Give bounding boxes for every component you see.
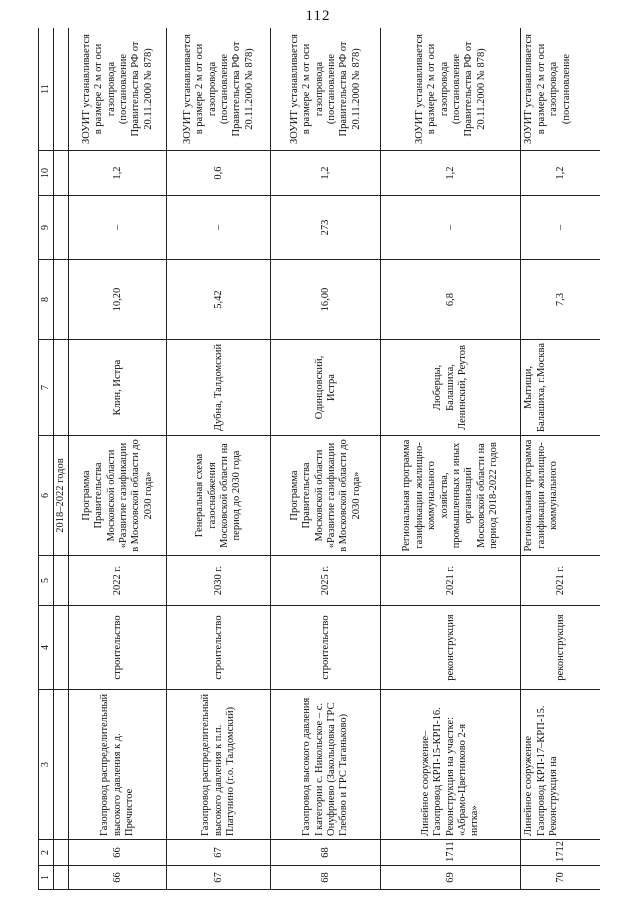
cell-pressure: 1,2 <box>521 151 600 196</box>
continuation-text: 2018–2022 годов <box>54 436 69 556</box>
cell-object-number: 67 <box>167 840 271 866</box>
cell-year: 2030 г. <box>167 556 271 606</box>
cell-length: 10,20 <box>69 260 167 340</box>
cell-row-number: 70 <box>521 866 600 890</box>
cell-pressure: 1,2 <box>381 151 521 196</box>
cell-work-type: строительство <box>167 606 271 690</box>
column-number-row <box>39 28 54 890</box>
cell-object-name: Линейное сооружение–Газопровод КРП-15-КРП-16. Реконструкция на участке: «Абрамо-Цветниково 2-я нитка» <box>381 690 521 840</box>
cell-object-number: 68 <box>271 840 381 866</box>
cell-pressure: 1,2 <box>271 151 381 196</box>
cell-zone: ЗОУИТ устанавливается в размере 2 м от оси газопровода (постановление Правительства РФ от 20.11.2000 № 878) <box>381 28 521 151</box>
cell-object-name: Газопровод высокого давления I категории с. Никольское – с. Онуфриево (Закольцовка ГРС Глебово и ГРС Таганьково) <box>271 690 381 840</box>
cell-length: 16,00 <box>271 260 381 340</box>
column-number: 7 <box>39 340 54 436</box>
cell-row-number: 68 <box>271 866 381 890</box>
cell-object-name: Газопровод распределительный высокого давления к п.п. Платунино (г.о. Талдомский) <box>167 690 271 840</box>
cell-length: 7,3 <box>521 260 600 340</box>
cell-work-type: реконструкция <box>521 606 600 690</box>
cell-object-number: 1712 <box>521 840 600 866</box>
cell-zone: ЗОУИТ устанавливается в размере 2 м от оси газопровода (постановление Правительства РФ от 20.11.2000 № 878) <box>69 28 167 151</box>
cell-object-number: 1711 <box>381 840 521 866</box>
page-number: 112 <box>305 8 331 24</box>
document-sheet <box>38 28 600 890</box>
cell-zone: ЗОУИТ устанавливается в размере 2 м от оси газопровода (постановление Правительства РФ от 20.11.2000 № 878) <box>271 28 381 151</box>
cell-object-name: Газопровод распределительный высокого давления к д. Пречистое <box>69 690 167 840</box>
cell-district: Одинцовский, Истра <box>271 340 381 436</box>
cell-diameter: – <box>69 196 167 260</box>
cell-diameter: 273 <box>271 196 381 260</box>
column-number: 9 <box>39 196 54 260</box>
cell-pressure: 0,6 <box>167 151 271 196</box>
cell-row-number: 69 <box>381 866 521 890</box>
column-number: 4 <box>39 606 54 690</box>
cell-year: 2021 г. <box>381 556 521 606</box>
cell-zone: ЗОУИТ устанавливается в размере 2 м от оси газопровода (постановление <box>521 28 600 151</box>
column-number: 8 <box>39 260 54 340</box>
cell-program: Программа Правительства Московской области «Развитие газификации в Московской области до 2030 года» <box>69 436 167 556</box>
cell-diameter: – <box>521 196 600 260</box>
cell-diameter: – <box>167 196 271 260</box>
cell-program: Региональная программа газификации жилищно-коммунального <box>521 436 600 556</box>
cell-program: Региональная программа газификации жилищно-коммунального хозяйства, промышленных и иных организаций Московской области на период 2018-2022 годов <box>381 436 521 556</box>
cell-object-name: Линейное сооружение Газопровод КРП-17–КРП-15. Реконструкция на <box>521 690 600 840</box>
column-number: 10 <box>39 151 54 196</box>
cell-year: 2021 г. <box>521 556 600 606</box>
column-number: 11 <box>39 28 54 151</box>
column-number: 3 <box>39 690 54 840</box>
cell-length: 5,42 <box>167 260 271 340</box>
cell-district: Клин, Истра <box>69 340 167 436</box>
column-number: 1 <box>39 866 54 890</box>
cell-row-number: 66 <box>69 866 167 890</box>
cell-length: 6,8 <box>381 260 521 340</box>
cell-program: Генеральная схема газоснабжения Московской области на период до 2030 года <box>167 436 271 556</box>
cell-program: Программа Правительства Московской области «Развитие газификации в Московской области до 2030 года» <box>271 436 381 556</box>
cell-district: Люберцы, Балашиха, Ленинский, Реутов <box>381 340 521 436</box>
table-row <box>271 28 381 890</box>
cell-district: Дубна, Талдомский <box>167 340 271 436</box>
cell-diameter: – <box>381 196 521 260</box>
cell-work-type: строительство <box>271 606 381 690</box>
column-number: 2 <box>39 840 54 866</box>
table-row <box>69 28 167 890</box>
cell-work-type: строительство <box>69 606 167 690</box>
cell-work-type: реконструкция <box>381 606 521 690</box>
table-row <box>381 28 521 890</box>
gas-pipeline-table <box>38 28 600 890</box>
column-number: 5 <box>39 556 54 606</box>
table-row <box>167 28 271 890</box>
continuation-row <box>54 28 69 890</box>
rotated-table-wrapper <box>38 28 600 890</box>
cell-row-number: 67 <box>167 866 271 890</box>
cell-year: 2025 г. <box>271 556 381 606</box>
cell-object-number: 66 <box>69 840 167 866</box>
table-row <box>521 28 600 890</box>
cell-district: Мытищи, Балашиха, г.Москва <box>521 340 600 436</box>
column-number: 6 <box>39 436 54 556</box>
cell-zone: ЗОУИТ устанавливается в размере 2 м от оси газопровода (постановление Правительства РФ от 20.11.2000 № 878) <box>167 28 271 151</box>
cell-year: 2022 г. <box>69 556 167 606</box>
cell-pressure: 1,2 <box>69 151 167 196</box>
